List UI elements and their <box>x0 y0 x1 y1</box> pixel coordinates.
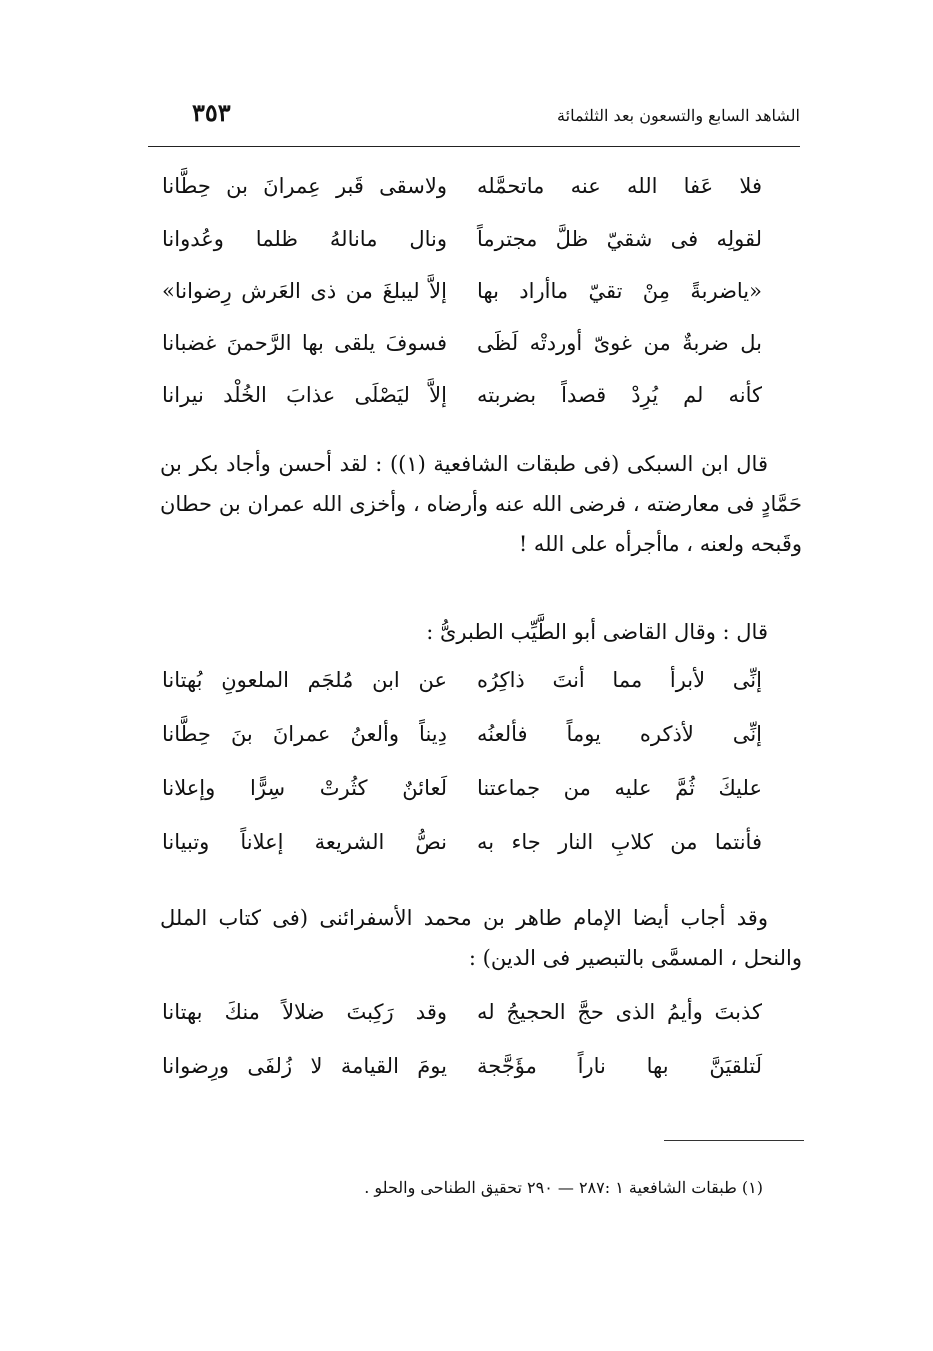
verse-line <box>162 279 762 319</box>
verse-second-hemistich: نصُّ الشريعة إعلاناً وتبيانا <box>162 830 447 854</box>
verse-first-hemistich: إنِّى لأذكره يوماً فألعنُه <box>477 722 762 746</box>
footnote-rule <box>664 1140 804 1141</box>
page-header <box>148 98 800 138</box>
running-title: الشاهد السابع والتسعون بعد الثلثمائة <box>557 106 800 125</box>
verse-line <box>162 830 762 870</box>
paragraph-text: وقد أجاب أيضا الإمام طاهر بن محمد الأسفرائنى (فى كتاب الملل والنحل ، المسمَّى بالتبصير فى الدين) : <box>160 906 802 970</box>
header-rule <box>148 146 800 147</box>
verse-second-hemistich: إلاَّ ليَصْلَى عذابَ الخُلْد نيرانا <box>162 383 447 407</box>
footnote: (١) طبقات الشافعية ١ :٢٨٧ — ٢٩٠ تحقيق الطناحى والحلو . <box>364 1178 763 1197</box>
verse-line <box>162 1000 762 1040</box>
verse-second-hemistich: دِيناً وألعنُ عمرانَ بنَ حِطَّانا <box>162 722 447 746</box>
verse-second-hemistich: عن ابن مُلجَم الملعونِ بُهتانا <box>162 668 447 692</box>
verse-first-hemistich: لَتلقيَنَّ بها ناراً مؤَجَّجة <box>477 1054 762 1078</box>
verse-first-hemistich: إنِّى لأبرأ مما أنتَ ذاكِرُه <box>477 668 762 692</box>
verse-second-hemistich: إلاَّ ليبلغَ من ذى العَرش رِضوانا» <box>162 279 447 303</box>
verse-line <box>162 1054 762 1094</box>
verse-line <box>162 227 762 267</box>
verse-line <box>162 668 762 708</box>
verse-line <box>162 776 762 816</box>
verse-first-hemistich: «ياضربةً مِنْ تقيّ ماأراد بها <box>477 279 762 303</box>
verse-second-hemistich: فسوفَ يلقى بها الرَّحمنَ غضبانا <box>162 331 447 355</box>
verse-line <box>162 722 762 762</box>
verse-line <box>162 383 762 423</box>
verse-second-hemistich: يومَ القيامة لا زُلفَى ورِضوانا <box>162 1054 447 1078</box>
verse-first-hemistich: فأنتما من كلابِ النار جاء به <box>477 830 762 854</box>
verse-second-hemistich: ولاسقى قَبر عِمرانَ بن حِطَّانا <box>162 174 447 198</box>
prose-paragraph <box>160 898 802 978</box>
verse-line <box>162 174 762 214</box>
verse-second-hemistich: ونال مانالهُ ظلما وعُدوانا <box>162 227 447 251</box>
prose-paragraph <box>160 444 802 564</box>
paragraph-text: قال : وقال القاضى أبو الطَّيِّب الطبرىُّ : <box>426 620 768 644</box>
verse-second-hemistich: لَعائنٌ كثُرتْ سِرًّا وإعلانا <box>162 776 447 800</box>
verse-line <box>162 331 762 371</box>
verse-second-hemistich: وقد رَكِبتَ ضلالاً منكَ بهتانا <box>162 1000 447 1024</box>
verse-first-hemistich: كأنه لم يُرِدْ قصداً بضربته <box>477 383 762 407</box>
verse-first-hemistich: لقولِه فى شقيّ ظلَّ مجترماً <box>477 227 762 251</box>
verse-first-hemistich: بل ضربةٌ من غوىّ أوردتْه لَظَى <box>477 331 762 355</box>
page-number: ٣٥٣ <box>192 98 231 127</box>
verse-first-hemistich: كذبتَ وأيمُ الذى حجَّ الحجيجُ له <box>477 1000 762 1024</box>
prose-paragraph <box>160 612 802 652</box>
verse-first-hemistich: فلا عَفا الله عنه ماتحمَّله <box>477 174 762 198</box>
paragraph-text: قال ابن السبكى (فى طبقات الشافعية (١)) : لقد أحسن وأجاد بكر بن حَمَّادٍ فى معارضته ، فرضى الله عنه وأرضاه ، وأخزى الله عمران بن حطان وقَبحه ولعنه ، ماأجرأه على الله ! <box>160 452 802 556</box>
verse-first-hemistich: عليكَ ثُمَّ عليه من جماعتنا <box>477 776 762 800</box>
